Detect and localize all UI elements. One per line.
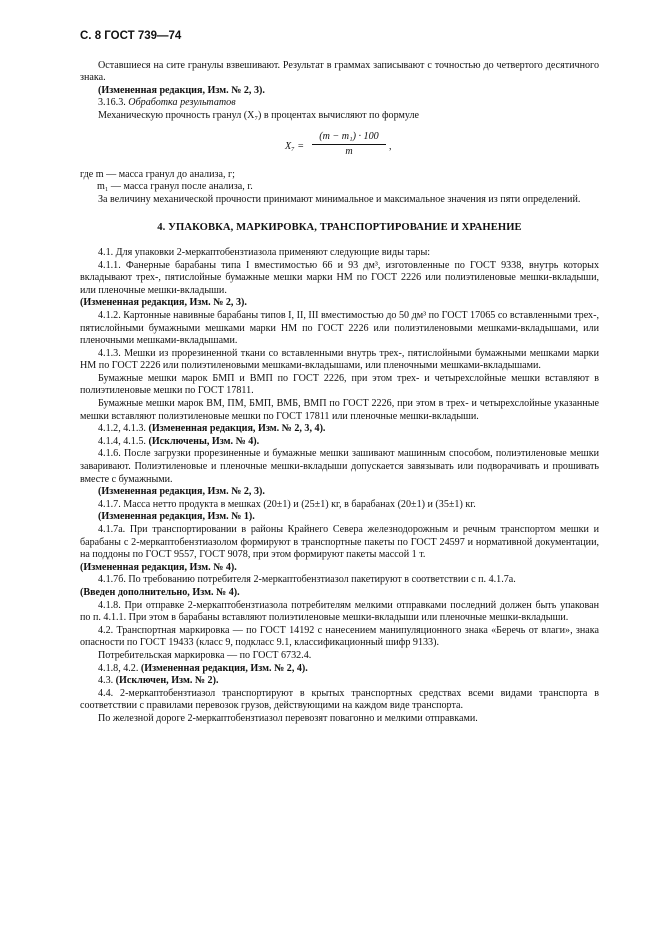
section-body: [80, 247, 599, 726]
section-paragraph: (Измененная редакция, Изм. № 4).: [80, 561, 237, 573]
section-paragraph-ref: 4.1.4, 4.1.5.: [98, 435, 149, 447]
section-paragraph: 4.1.7б. По требованию потребителя 2-меркаптобензтиазол пакетируют в соответствии с п. 4.1.7а.: [98, 574, 516, 586]
section-paragraph: 4.1.7. Масса нетто продукта в мешках (20±1) и (25±1) кг, в барабанах (20±1) и (35±1) кг.: [98, 498, 476, 510]
formula-numerator: (m − m₁) · 100: [312, 131, 386, 146]
formula: [80, 129, 599, 163]
section-paragraph: 4.1.2. Картонные навивные барабаны типов I, II, III вместимостью до 50 дм³ по ГОСТ 17065 со вставленными трех-, пятислойными бумажными мешками марки НМ по ГОСТ 2226 или полиэтиленовыми мешками-вкладышами, или пленочными мешками-вкладышами.: [80, 309, 599, 347]
formula-denominator: m: [345, 146, 353, 158]
formula-lhs: X₇ =: [285, 140, 305, 152]
section-paragraph: 4.2. Транспортная маркировка — по ГОСТ 14192 с нанесением манипуляционного знака «Беречь от влаги», знака опасности по ГОСТ 19433 (класс 9, подкласс 9.1, классификационный шифр 9133).: [80, 624, 599, 649]
section-paragraph: 4.1.7а. При транспортировании в районы Крайнего Севера железнодорожным и речным транспортом мешки и барабаны с 2-меркаптобензтиазолом формируют в транспортные пакеты по ГОСТ 24597 и нормативной документации, на поддоны по ГОСТ 9557, ГОСТ 9078, при этом формируют пакеты массой 1 т.: [80, 524, 599, 561]
section-paragraph-note: (Измененная редакция, Изм. № 2, 4).: [140, 662, 308, 674]
section-paragraph: 4.1.6. После загрузки прорезиненные и бумажные мешки зашивают машинным способом, полиэтиленовые мешки заваривают. Полиэтиленовые и пленочные мешки-вкладыши допускается завязывать или подворачивать и прошивать вместе с бумажными.: [80, 448, 599, 485]
section-paragraph: (Измененная редакция, Изм. № 1).: [98, 511, 255, 523]
top-paragraph: Оставшиеся на сите гранулы взвешивают. Результат в граммах записывают с точностью до четвертого десятичного знака.: [80, 59, 599, 84]
where-line-2: m₁ — масса гранул после анализа, г.: [97, 181, 253, 193]
section-paragraph-ref: 4.1.8, 4.2.: [98, 662, 141, 674]
section-paragraph-note: (Исключены, Изм. № 4).: [148, 435, 260, 447]
subsection-number: 3.16.3.: [98, 97, 126, 109]
section-paragraph: По железной дороге 2-меркаптобензтиазол перевозят повагонно и мелкими отправками.: [98, 712, 478, 724]
top-block: [80, 60, 599, 98]
where-line-1: где m — масса гранул до анализа, г;: [80, 168, 235, 180]
section-paragraph: [80, 436, 599, 449]
formula-tail: ,: [389, 140, 392, 152]
section-paragraph: (Введен дополнительно, Изм. № 4).: [80, 586, 240, 598]
formula-intro: Механическую прочность гранул (X₇) в процентах вычисляют по формуле: [98, 109, 420, 121]
formula-fraction: [312, 131, 386, 159]
section-paragraph: Потребительская маркировка — по ГОСТ 6732.4.: [98, 649, 312, 661]
top-paragraph: (Измененная редакция, Изм. № 2, 3).: [98, 84, 265, 96]
section-paragraph: 4.1.8. При отправке 2-меркаптобензтиазола потребителям мелкими отправками последний должен быть упакован по п. 4.1.1. При этом в барабаны вставляют полиэтиленовые мешки-вкладыши или пленочные мешки-вкладыши.: [80, 599, 599, 624]
document-page: [80, 30, 599, 726]
section-paragraph-note: (Исключен, Изм. № 2).: [115, 675, 219, 687]
section-paragraph: [80, 675, 599, 688]
section-paragraph-note: (Измененная редакция, Изм. № 2, 3, 4).: [148, 423, 326, 435]
section-paragraph: [80, 663, 599, 676]
section-paragraph: 4.4. 2-меркаптобензтиазол транспортируют в крытых транспортных средствах всеми видами транспорта в соответствии с правилами перевозок грузов, действующими на каждом виде транспорта.: [80, 687, 599, 712]
section-paragraph-ref: 4.1.2, 4.1.3.: [98, 423, 149, 435]
section-paragraph: (Измененная редакция, Изм. № 2, 3).: [98, 486, 265, 498]
section-paragraph: [80, 423, 599, 436]
section-title: 4. УПАКОВКА, МАРКИРОВКА, ТРАНСПОРТИРОВАНИЕ И ХРАНЕНИЕ: [157, 222, 522, 234]
section-paragraph: 4.1.3. Мешки из прорезиненной ткани со вставленными внутрь трех-, пятислойными бумажными мешками марки НМ по ГОСТ 2226 или полиэтиленовыми мешками-вкладышами, или пленочными мешками-вкладышами.: [80, 347, 599, 372]
section-paragraph: Бумажные мешки марок ВМ, ПМ, БМП, ВМБ, ВМП по ГОСТ 2226, при этом в трех- и четырехслойные указанные мешки вставляют полиэтиленовые мешки по ГОСТ 17811 или пленочные мешки-вкладыши.: [80, 398, 599, 422]
page-header: С. 8 ГОСТ 739—74: [80, 30, 182, 42]
section-paragraph-ref: 4.3.: [98, 675, 116, 687]
subsection-heading: [80, 97, 599, 110]
section-paragraph: 4.1. Для упаковки 2-меркаптобензтиазола применяют следующие виды тары:: [98, 246, 431, 258]
subsection-title: Обработка результатов: [128, 97, 236, 109]
after-formula-text: За величину механической прочности принимают минимальное и максимальное значения из пяти определений.: [98, 193, 581, 205]
section-paragraph: 4.1.1. Фанерные барабаны типа I вместимостью 66 и 93 дм³, изготовленные по ГОСТ 9338, внутрь которых вкладывают трех-, пятислойные бумажные мешки марки НМ по ГОСТ 2226 или полиэтиленовые мешки-вкладыши, или пленочные мешки-вкладыши.: [80, 259, 599, 296]
section-paragraph: Бумажные мешки марок БМП и ВМП по ГОСТ 2226, при этом трех- и четырехслойные мешки вставляют в полиэтиленовые мешки по ГОСТ 17811.: [80, 372, 599, 397]
section-paragraph: (Измененная редакция, Изм. № 2, 3).: [80, 297, 247, 309]
